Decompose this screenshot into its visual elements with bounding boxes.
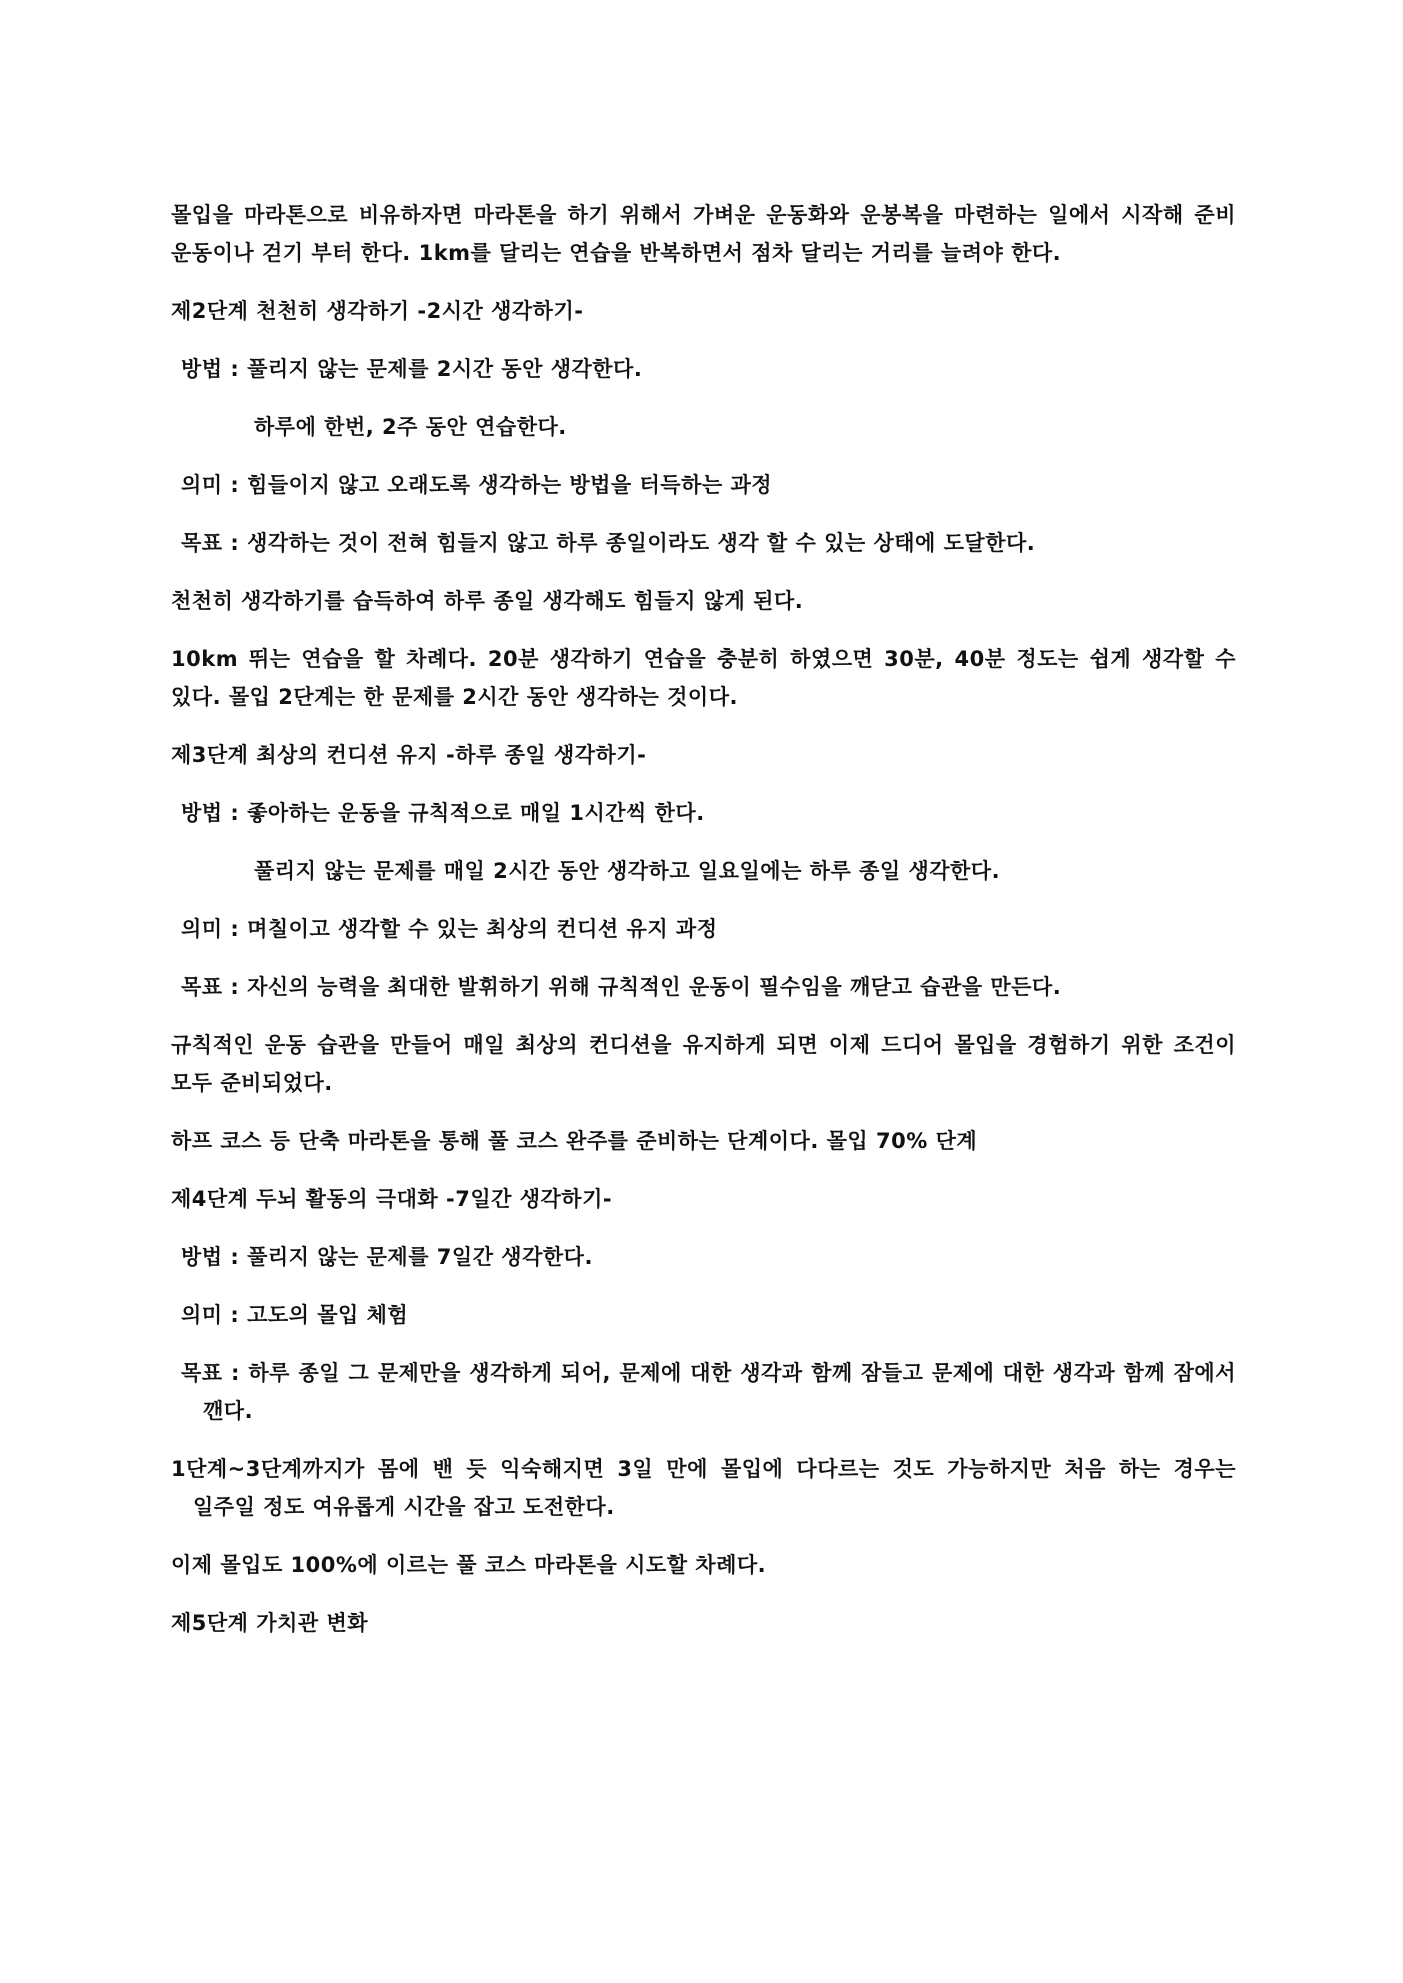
step4-summary: 1단계~3단계까지가 몸에 밴 듯 익숙해지면 3일 만에 몰입에 다다르는 것도 가능하지만 처음 하는 경우는 일주일 정도 여유롭게 시간을 잡고 도전한다. [171, 1457, 1236, 1519]
step2-goal: 목표 : 생각하는 것이 전혀 힘들지 않고 하루 종일이라도 생각 할 수 있는 상태에 도달한다. [181, 531, 1036, 555]
step2-meaning: 의미 : 힘들이지 않고 오래도록 생각하는 방법을 터득하는 과정 [181, 473, 773, 497]
intro-paragraph: 몰입을 마라톤으로 비유하자면 마라톤을 하기 위해서 가벼운 운동화와 운봉복을 마련하는 일에서 시작해 준비 운동이나 걷기 부터 한다. 1km를 달리는 연습을 반복하면서 점차 달리는 거리를 늘려야 한다. [171, 203, 1236, 265]
step4-goal: 목표 : 하루 종일 그 문제만을 생각하게 되어, 문제에 대한 생각과 함께 잠들고 문제에 대한 생각과 함께 잠에서 깬다. [181, 1361, 1236, 1423]
step3-summary: 규칙적인 운동 습관을 만들어 매일 최상의 컨디션을 유지하게 되면 이제 드디어 몰입을 경험하기 위한 조건이 모두 준비되었다. [171, 1033, 1236, 1095]
step3-heading: 제3단계 최상의 컨디션 유지 -하루 종일 생각하기- [171, 743, 647, 767]
step4-meaning: 의미 : 고도의 몰입 체험 [181, 1303, 409, 1327]
step4-method: 방법 : 풀리지 않는 문제를 7일간 생각한다. [181, 1245, 593, 1269]
step4-marathon-note: 이제 몰입도 100%에 이르는 풀 코스 마라톤을 시도할 차례다. [171, 1553, 767, 1577]
step2-summary: 천천히 생각하기를 습득하여 하루 종일 생각해도 힘들지 않게 된다. [171, 589, 804, 613]
step3-goal: 목표 : 자신의 능력을 최대한 발휘하기 위해 규칙적인 운동이 필수임을 깨닫고 습관을 만든다. [181, 975, 1062, 999]
step5-heading: 제5단계 가치관 변화 [171, 1611, 369, 1635]
document-page [171, 196, 1236, 1662]
step2-method-continued: 하루에 한번, 2주 동안 연습한다. [254, 415, 567, 439]
step3-method: 방법 : 좋아하는 운동을 규칙적으로 매일 1시간씩 한다. [181, 801, 705, 825]
step2-marathon-note: 10km 뛰는 연습을 할 차례다. 20분 생각하기 연습을 충분히 하였으면 30분, 40분 정도는 쉽게 생각할 수 있다. 몰입 2단계는 한 문제를 2시간 동안 생각하는 것이다. [171, 647, 1236, 709]
step2-method: 방법 : 풀리지 않는 문제를 2시간 동안 생각한다. [181, 357, 643, 381]
step2-heading: 제2단계 천천히 생각하기 -2시간 생각하기- [171, 299, 584, 323]
step3-marathon-note: 하프 코스 등 단축 마라톤을 통해 풀 코스 완주를 준비하는 단계이다. 몰입 70% 단계 [171, 1129, 978, 1153]
step3-method-continued: 풀리지 않는 문제를 매일 2시간 동안 생각하고 일요일에는 하루 종일 생각한다. [254, 859, 1001, 883]
step3-meaning: 의미 : 며칠이고 생각할 수 있는 최상의 컨디션 유지 과정 [181, 917, 718, 941]
step4-heading: 제4단계 두뇌 활동의 극대화 -7일간 생각하기- [171, 1187, 613, 1211]
